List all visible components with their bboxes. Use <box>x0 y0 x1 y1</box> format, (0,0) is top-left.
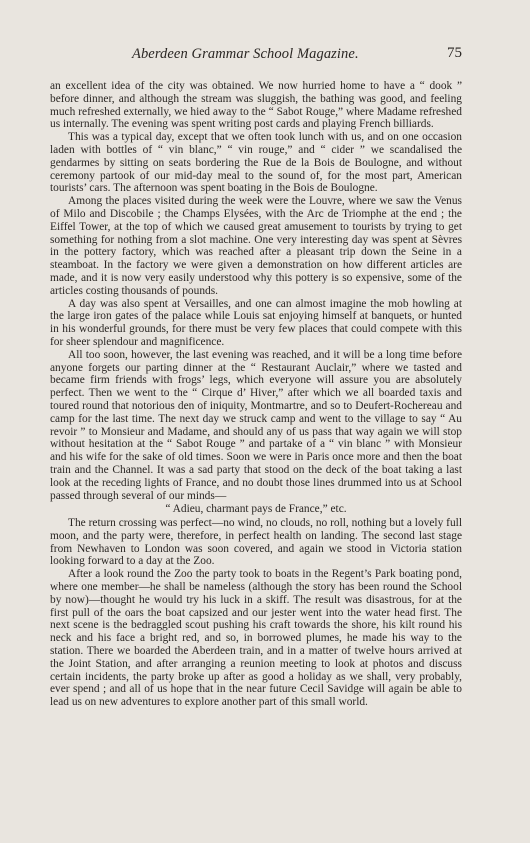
running-title: Aberdeen Grammar School Magazine. <box>132 46 359 62</box>
paragraph-versailles: A day was also spent at Versailles, and one can almost imagine the mob howling at the large iron gates of the palace while Louis sat enjoying himself at banquets, or hunted in his wonderful grounds, for there must be very few places that could compete with this for sheer splendour and magnificence. <box>50 297 462 348</box>
quoted-verse: “ Adieu, charmant pays de France,” etc. <box>165 503 347 516</box>
paragraph-city-evening: an excellent idea of the city was obtained. We now hurried home to have a “ dook ” before dinner, and although the stream was sluggish, the bathing was good, and feeling much refreshed externally, we hied away to the “ Sabot Rouge,” where Madame refreshed us internally. The evening was spent writing post cards and playing French billiards. <box>50 80 462 131</box>
page-header <box>50 46 462 68</box>
paragraph-zoo-boating: After a look round the Zoo the party took to boats in the Regent’s Park boating pond, where one member—he shall be nameless (although the story has been round the School by now)—thought he would try his luck in a skiff. The result was disastrous, for at the first pull of the oars the boat capsized and our jester went into the water head first. The next scene is the bedraggled scout pushing his craft towards the shore, his kilt round his neck and his face a bright red, and so, in borrowed plumes, he made his way to the station. There we boarded the Aberdeen train, and in a matter of twelve hours arrived at the Joint Station, and after arranging a reunion meeting to look at photos and discuss certain incidents, the party broke up after as good a holiday as we shall, very probably, ever spend ; and all of us hope that in the near future Cecil Savidge will again be able to lead us on new adventures to explore another part of this small world. <box>50 568 462 709</box>
article-body <box>50 80 462 709</box>
paragraph-last-evening: All too soon, however, the last evening was reached, and it will be a long time before anyone forgets our parting dinner at the “ Restaurant Auclair,” where we tasted and became firm friends with frogs’ legs, which everyone will assure you are absolutely perfect. Then we went to the “ Cirque d’ Hiver,” after which we all boarded taxis and toured round that notorious den of iniquity, Montmartre, and so to Deufert-Rochereau and camp for the last time. The next day we struck camp and went to the village to say “ Au revoir ” to Monsieur and Madame, and should any of us pass that way again we will stop without hesitation at the “ Sabot Rouge ” and partake of a “ vin blanc ” with Monsieur and his wife for the sake of old times. Soon we were in Paris once more and then the boat train and the Channel. It was a sad party that stood on the deck of the boat taking a last look at the receding lights of France, and no doubt those lines drummed into us at School passed through several of our minds— <box>50 348 462 502</box>
paragraph-typical-day: This was a typical day, except that we often took lunch with us, and on one occasion laden with bottles of “ vin blanc,” “ vin rouge,” and “ cider ” we scandalised the gendarmes by sitting on seats bordering the Rue de la Bois de Boulogne, and without ceremony partook of our mid-day meal to the sound of, for the most part, American tourists’ cars. The afternoon was spent boating in the Bois de Boulogne. <box>50 131 462 195</box>
page-number: 75 <box>447 45 462 61</box>
paragraph-places-visited: Among the places visited during the week were the Louvre, where we saw the Venus of Milo and Discobile ; the Champs Elysées, with the Arc de Triomphe at the end ; the Eiffel Tower, at the top of which we caused great amusement to tourists by trying to get something for nothing from a slot machine. One very interesting day was spent at Sèvres in the pottery factory, which was reached after a pleasant trip down the Seine in a steamboat. In the factory we were given a demonstration on how different articles are made, and it is now very easily understood why this pottery is so expensive, some of the articles costing thousands of pounds. <box>50 195 462 297</box>
paragraph-return-crossing: The return crossing was perfect—no wind, no clouds, no roll, nothing but a lovely full moon, and the party were, therefore, in perfect health on landing. The second last stage from Newhaven to London was soon covered, and again we stood in Victoria station looking forward to a day at the Zoo. <box>50 517 462 568</box>
